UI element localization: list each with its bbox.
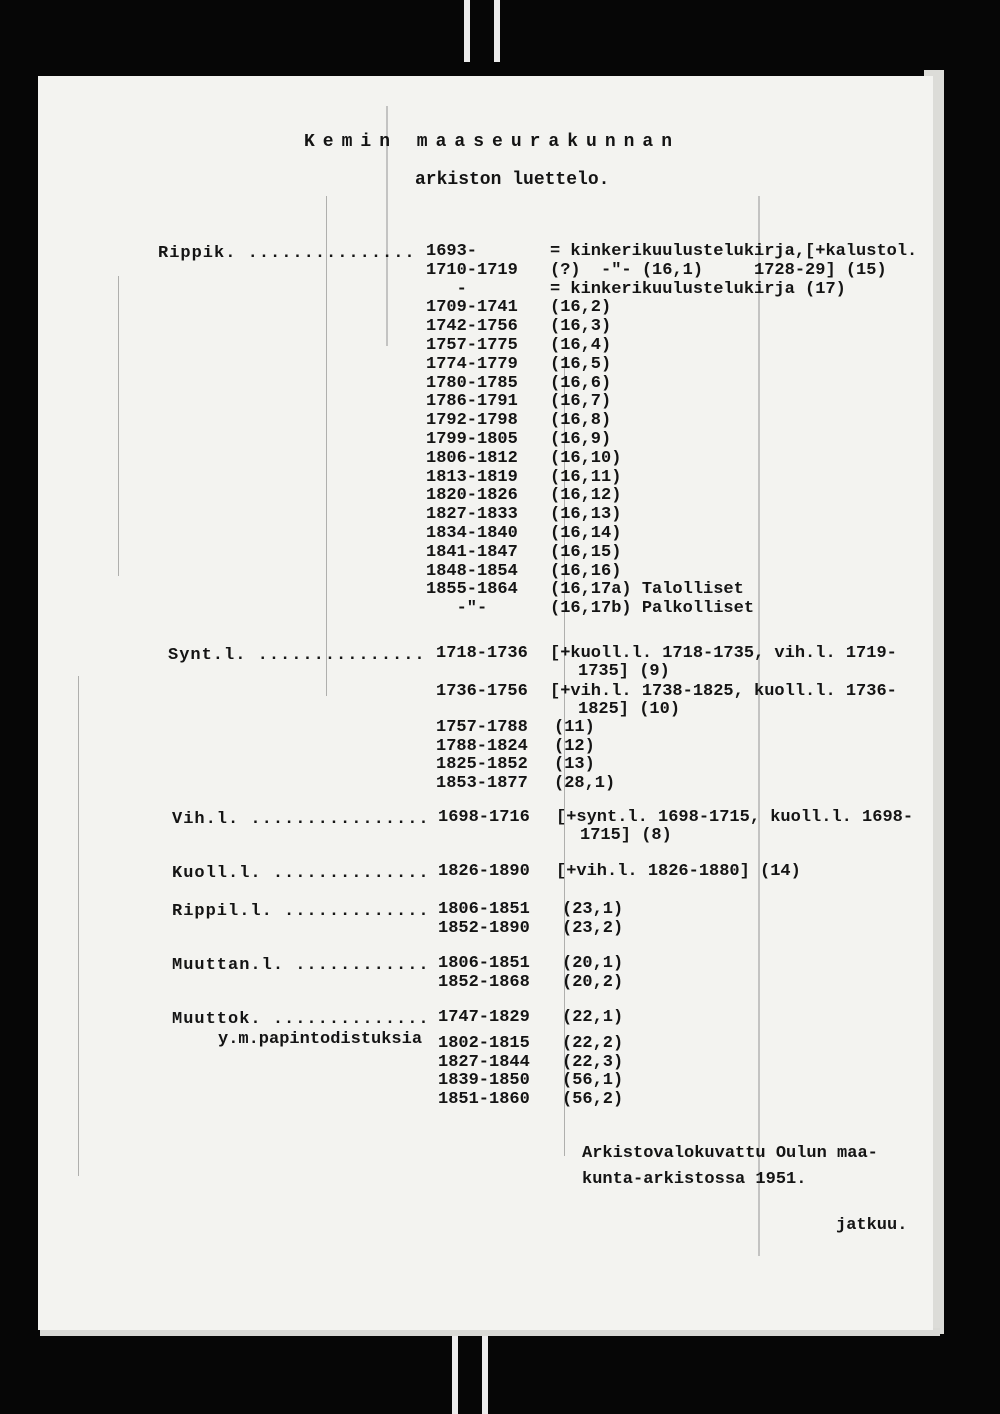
entry-ref: (22,2)	[562, 1034, 624, 1053]
section-sublabel-muuttok: y.m.papintodistuksia	[218, 1030, 423, 1049]
entry-ref: (13)	[554, 755, 595, 774]
kuoll-years: 1826-1890	[438, 862, 530, 881]
entry-ref: (16,16)	[550, 561, 622, 581]
entry-ref: (12)	[554, 736, 595, 756]
entry-ref: (20,1)	[562, 954, 624, 973]
entry-ref: (56,1)	[562, 1071, 624, 1090]
entry-ref: (16,12)	[550, 486, 622, 506]
entry-ref: (16,13)	[550, 505, 622, 525]
entry-years: 1802-1815	[438, 1034, 530, 1053]
entry-ref: (16,14)	[550, 524, 622, 543]
document-page	[38, 76, 933, 1330]
entry-ref: (22,1)	[562, 1008, 624, 1027]
entry-ref: (16,2)	[550, 298, 612, 318]
entry-ref: (16,3)	[550, 317, 612, 337]
entry-ref: (20,2)	[562, 972, 624, 992]
entry-years: 1813-1819	[426, 467, 518, 487]
entry-years: 1852-1890	[438, 918, 530, 938]
entry-ref: (16,4)	[550, 336, 612, 355]
entry-years: 1709-1741	[426, 298, 518, 318]
archive-note: Arkistovalokuvattu Oulun maa-	[582, 1144, 878, 1163]
entry-years: 1747-1829	[438, 1008, 530, 1027]
entry-years: 1757-1775	[426, 336, 518, 355]
section-label-synt: Synt.l. ...............	[168, 646, 426, 665]
entry-years: 1839-1850	[438, 1071, 530, 1090]
synt-entry-years: 1736-1756	[436, 682, 528, 701]
entry-years: 1788-1824	[436, 736, 528, 756]
entry-years: 1848-1854	[426, 561, 518, 581]
entry-ref: (23,2)	[562, 918, 624, 938]
entry-years: 1827-1844	[438, 1052, 530, 1072]
section-label-vih: Vih.l. ................	[172, 810, 430, 829]
film-scratch	[326, 196, 327, 696]
section-label-muuttok: Muuttok. ..............	[172, 1010, 430, 1029]
film-scratch	[78, 676, 79, 1176]
section-label-rippik: Rippik. ...............	[158, 244, 416, 263]
synt-entry-years: 1718-1736	[436, 644, 528, 663]
entry-years: 1827-1833	[426, 505, 518, 525]
vih-note: [+synt.l. 1698-1715, kuoll.l. 1698-	[556, 808, 914, 827]
page-title: Kemin maaseurakunnan	[304, 132, 681, 152]
film-edge-top-right	[494, 0, 500, 62]
entry-years: 1855-1864	[426, 580, 518, 600]
entry-years: 1834-1840	[426, 524, 518, 543]
entry-ref: (16,17a) Talolliset	[550, 580, 744, 600]
entry-years: 1851-1860	[438, 1089, 530, 1109]
kuoll-note: [+vih.l. 1826-1880] (14)	[556, 862, 801, 881]
entry-years: 1780-1785	[426, 373, 518, 393]
entry-years: 1799-1805	[426, 430, 518, 449]
entry-years: 1853-1877	[436, 773, 528, 793]
entry-years: 1786-1791	[426, 392, 518, 412]
entry-years: -"-	[426, 599, 488, 619]
vih-years: 1698-1716	[438, 808, 530, 827]
entry-ref: (16,17b) Palkolliset	[550, 599, 755, 619]
synt-entry-note: [+kuoll.l. 1718-1735, vih.l. 1719-	[550, 644, 897, 663]
entry-ref: (16,10)	[550, 448, 622, 468]
section-label-muuttan: Muuttan.l. ............	[172, 956, 430, 975]
film-edge-top-left	[464, 0, 470, 62]
entry-years: 1841-1847	[426, 542, 518, 562]
continued-note: jatkuu.	[836, 1216, 908, 1235]
entry-ref: (16,9)	[550, 430, 612, 449]
entry-ref: (11)	[554, 718, 595, 737]
film-scratch	[118, 276, 119, 576]
entry-years: -	[426, 279, 467, 299]
film-edge-bottom-right	[482, 1330, 488, 1414]
film-edge-bottom-left	[452, 1330, 458, 1414]
synt-entry-note: 1825] (10)	[578, 700, 681, 719]
entry-years: 1710-1719	[426, 260, 518, 280]
archive-note: kunta-arkistossa 1951.	[582, 1170, 807, 1189]
entry-ref: (16,5)	[550, 354, 612, 374]
entry-years: 1693-	[426, 242, 478, 261]
entry-years: 1806-1812	[426, 448, 518, 468]
page-subtitle: arkiston luettelo.	[415, 170, 610, 190]
entry-ref: = kinkerikuulustelukirja,[+kalustol.	[550, 242, 918, 261]
section-label-kuoll: Kuoll.l. ..............	[172, 864, 430, 883]
entry-ref: (16,15)	[550, 542, 622, 562]
entry-years: 1806-1851	[438, 900, 530, 919]
entry-ref: (?) -"- (16,1) 1728-29] (15)	[550, 260, 887, 280]
entry-years: 1820-1826	[426, 486, 518, 506]
entry-years: 1792-1798	[426, 411, 518, 431]
entry-ref: (16,8)	[550, 411, 612, 431]
entry-ref: (16,7)	[550, 392, 612, 412]
entry-years: 1806-1851	[438, 954, 530, 973]
entry-ref: (22,3)	[562, 1052, 624, 1072]
entry-ref: (28,1)	[554, 773, 616, 793]
film-scratch	[758, 196, 760, 1256]
synt-entry-note: 1735] (9)	[578, 662, 670, 681]
entry-years: 1774-1779	[426, 354, 518, 374]
entry-ref: = kinkerikuulustelukirja (17)	[550, 279, 846, 299]
entry-ref: (23,1)	[562, 900, 624, 919]
entry-ref: (56,2)	[562, 1089, 624, 1109]
entry-ref: (16,6)	[550, 373, 612, 393]
synt-entry-note: [+vih.l. 1738-1825, kuoll.l. 1736-	[550, 682, 897, 701]
section-label-rippil: Rippil.l. .............	[172, 902, 430, 921]
entry-years: 1742-1756	[426, 317, 518, 337]
entry-years: 1852-1868	[438, 972, 530, 992]
entry-years: 1825-1852	[436, 755, 528, 774]
entry-ref: (16,11)	[550, 467, 622, 487]
entry-years: 1757-1788	[436, 718, 528, 737]
vih-note: 1715] (8)	[580, 826, 672, 845]
